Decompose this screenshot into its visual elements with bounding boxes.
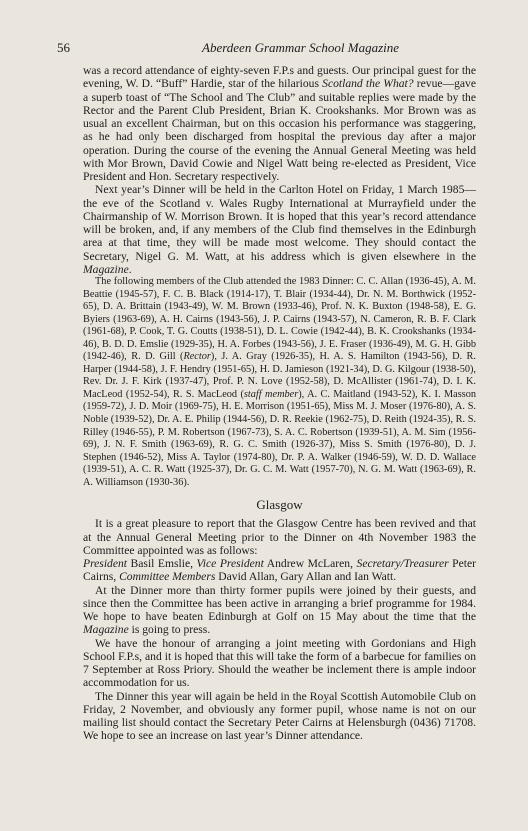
page-header bbox=[57, 40, 477, 58]
glasgow-officers: President Basil Emslie, Vice President Andrew McLaren, Secretary/Treasurer Peter Cairns, Committee Members David Allan, Gary Allan and Ian Watt. bbox=[83, 557, 476, 584]
glasgow-paragraph-1: It is a great pleasure to report that the Glasgow Centre has been revived and that at the Annual General Meeting prior to the Dinner on 4th November 1983 the Committee appointed was as follows: bbox=[83, 517, 476, 557]
edinburgh-paragraph-2: Next year’s Dinner will be held in the Carlton Hotel on Friday, 1 March 1985—the eve of the Scotland v. Wales Rugby International at Murrayfield under the Chairmanship of W. Morrison Brown. It is hoped that this year’s record attendance will be broken, and, if any members of the Club find themselves in the Edinburgh area at that time, they will be made most welcome. They should contact the Secretary, Nigel G. M. Watt, at his address which is given elsewhere in the Magazine. bbox=[83, 183, 476, 276]
glasgow-paragraph-4: The Dinner this year will again be held in the Royal Scottish Automobile Club on Friday, 2 November, and obviously any former pupil, whose name is not on our mailing list should contact the Secretary Peter Cairns at Helensburgh (0436) 71708. We hope to see an increase on last year’s Dinner attendance. bbox=[83, 689, 476, 743]
running-title: Aberdeen Grammar School Magazine bbox=[202, 40, 400, 55]
article-body bbox=[83, 64, 476, 743]
attendees-list: The following members of the Club attended the 1983 Dinner: C. C. Allan (1936-45), A. M. Beattie (1945-57), F. C. B. Black (1914-17), T. Blair (1934-44), Dr. N. M. Borthwick (1952-65), D. A. Brittain (1943-49), W. M. Brown (1933-46), Prof. N. K. Buxton (1948-58), E. G. Byiers (1963-69), A. H. Cairns (1943-56), J. P. Cairns (1943-57), N. Cameron, R. B. F. Clark (1961-68), P. Cook, T. G. Coutts (1938-51), D. L. Cowie (1942-44), B. K. Crookshanks (1934-46), B. D. D. Emslie (1929-35), H. A. Forbes (1943-56), J. E. Fraser (1936-49), M. G. H. Gibb (1942-46), R. D. Gill (Rector), J. A. Gray (1926-35), H. A. S. Hamilton (1943-56), D. R. Harper (1944-58), J. F. Hendry (1951-65), H. D. Jamieson (1921-34), D. G. Kilgour (1938-50), Rev. Dr. J. F. Kirk (1937-47), Prof. P. N. Love (1952-58), D. McAllister (1961-74), D. I. K. MacLeod (1952-54), R. S. MacLeod (staff member), A. C. Maitland (1943-52), K. I. Masson (1959-72), J. D. Moir (1969-75), H. E. Morrison (1951-65), Miss M. J. Moser (1976-80), A. S. Noble (1939-52), Dr. A. E. Philip (1944-56), D. R. Reekie (1962-75), D. Reith (1924-35), R. S. Rilley (1946-55), P. M. Robertson (1967-73), S. A. C. Robertson (1939-51), A. M. Sim (1956-69), J. N. F. Smith (1963-69), R. G. C. Smith (1926-37), Miss S. Smith (1976-80), D. J. Stephen (1946-52), Miss A. Taylor (1974-80), Dr. P. A. Walker (1946-59), W. D. D. Wallace (1939-51), A. C. R. Watt (1925-37), Dr. G. C. M. Watt (1957-70), N. G. M. Watt (1963-69), R. A. Williamson (1930-36). bbox=[83, 276, 477, 488]
page-number: 56 bbox=[57, 40, 70, 55]
glasgow-paragraph-2: At the Dinner more than thirty former pupils were joined by their guests, and since then the Committee has been active in arranging a brief programme for 1984. We hope to have beaten Edinburgh at Golf on 15 May about the time that the Magazine is going to press. bbox=[83, 583, 476, 637]
show-title: Scotland the What? bbox=[322, 77, 414, 91]
glasgow-paragraph-3: We have the honour of arranging a joint meeting with Gordonians and High School F.P.s, and it is hoped that this will take the form of a barbecue for families on 7 September at Ross Priory. Should the weather be inclement there is ample indoor accommodation for us. bbox=[83, 636, 476, 690]
section-heading-glasgow: Glasgow bbox=[256, 497, 303, 513]
magazine-title: Magazine bbox=[83, 262, 129, 276]
edinburgh-paragraph-1: was a record attendance of eighty-seven F.P.s and guests. Our principal guest for the evening, W. D. “Buff” Hardie, star of the hilarious Scotland the What? revue—gave a superb toast of “The School and The Club” and suitable replies were made by the Rector and the Parent Club President, Brian K. Crookshanks. Mor Brown was as usual an excellent Chairman, but on this occasion his performance was staggering, as he had only been discharged from hospital the previous day after a major operation. During the course of the evening the Annual General Meeting was held with Mor Brown, David Cowie and Nigel Watt being re-elected as President, Vice President and Hon. Secretary respectively. bbox=[83, 64, 477, 183]
